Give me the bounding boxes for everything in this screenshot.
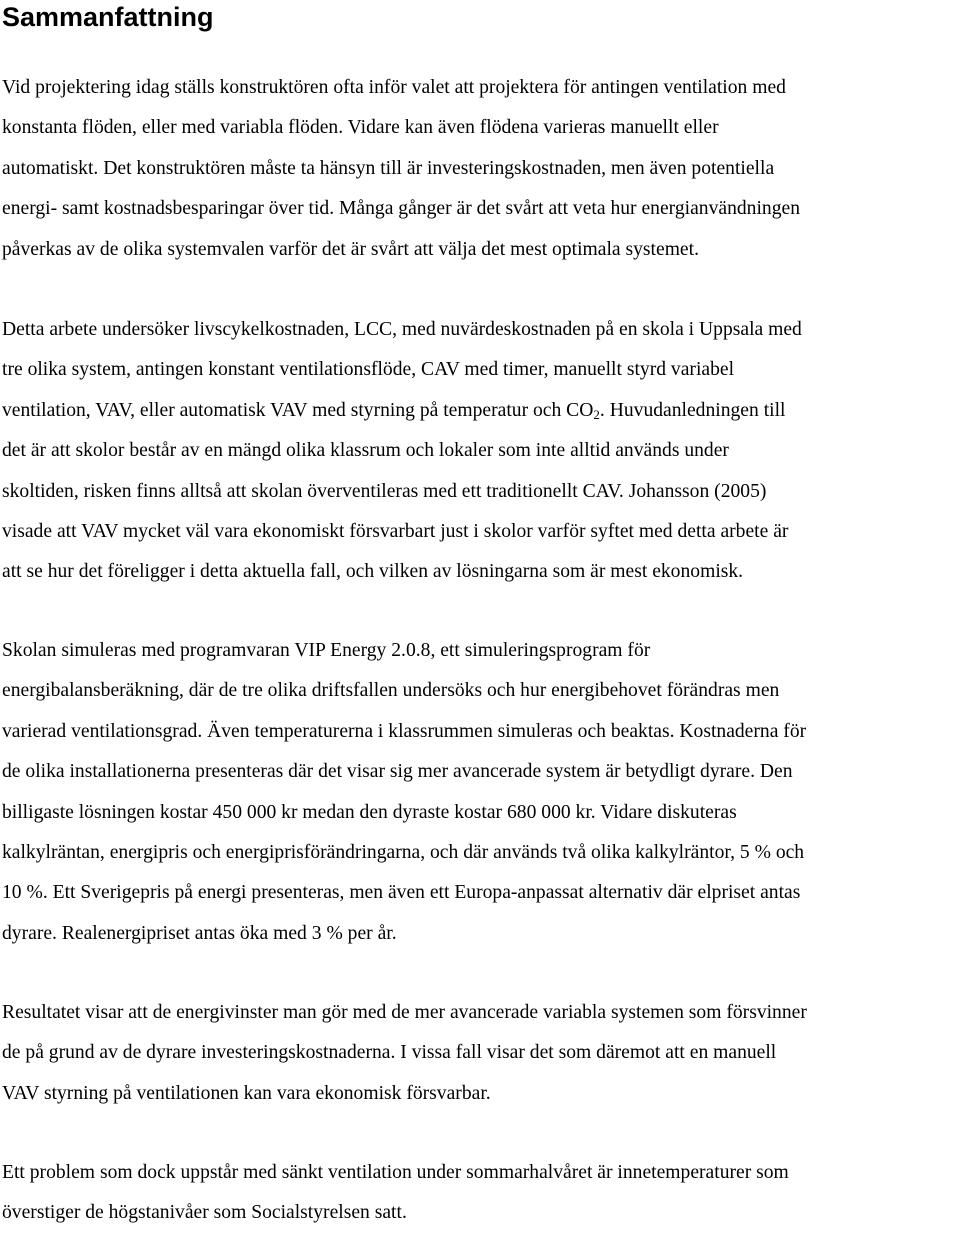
text-line: Skolan simuleras med programvaran VIP Energy 2.0.8, ett simuleringsprogram för: [2, 640, 651, 661]
text-fragment: . Huvudanledningen till: [599, 399, 786, 421]
text-line: Vid projektering idag ställs konstruktören ofta inför valet att projektera för antingen ventilation med: [2, 77, 786, 98]
section-heading: Sammanfattning: [2, 2, 214, 32]
text-line: kalkylräntan, energipris och energiprisförändringarna, och där används två olika kalkylräntor, 5 % och: [2, 841, 805, 863]
text-line: att se hur det föreligger i detta aktuella fall, och vilken av lösningarna som är mest ekonomisk.: [2, 561, 744, 583]
text-line: det är att skolor består av en mängd olika klassrum och lokaler som inte alltid används under: [2, 440, 729, 462]
text-line: energibalansberäkning, där de tre olika driftsfallen undersöks och hur energibehovet förändras men: [2, 680, 780, 702]
paragraph-results: [2, 993, 960, 1114]
text-line: energi- samt kostnadsbesparingar över tid. Många gånger är det svårt att veta hur energianvändningen: [2, 198, 800, 220]
text-line: VAV styrning på ventilationen kan vara ekonomisk försvarbar.: [2, 1082, 491, 1104]
text-line: visade att VAV mycket väl vara ekonomiskt försvarbart just i skolor varför syftet med detta arbete är: [2, 520, 789, 542]
text-line: påverkas av de olika systemvalen varför det är svårt att välja det mest optimala systemet.: [2, 238, 699, 260]
text-line: de på grund av de dyrare investeringskostnaderna. I vissa fall visar det som däremot att en manuell: [2, 1042, 777, 1064]
text-line: konstanta flöden, eller med variabla flöden. Vidare kan även flödena varieras manuellt eller: [2, 117, 719, 139]
text-line: tre olika system, antingen konstant ventilationsflöde, CAV med timer, manuellt styrd variabel: [2, 359, 735, 381]
co2-subscript: 2: [593, 406, 600, 422]
text-line: dyrare. Realenergipriset antas öka med 3 % per år.: [2, 922, 397, 944]
text-line: överstiger de högstanivåer som Socialstyrelsen satt.: [2, 1202, 407, 1224]
paragraph-method: [2, 310, 960, 593]
paragraph-intro: [2, 68, 960, 270]
text-line: Detta arbete undersöker livscykelkostnaden, LCC, med nuvärdeskostnaden på en skola i Uppsala med: [2, 319, 802, 340]
text-line: Resultatet visar att de energivinster man gör med de mer avancerade variabla systemen som försvinner: [2, 1002, 807, 1023]
text-line: automatiskt. Det konstruktören måste ta hänsyn till är investeringskostnaden, men även potentiella: [2, 157, 775, 179]
text-line-with-subscript: [2, 391, 960, 431]
text-line: Ett problem som dock uppstår med sänkt ventilation under sommarhalvåret är innetemperaturer som: [2, 1162, 789, 1183]
text-line: de olika installationerna presenteras där det visar sig mer avancerade system är betydligt dyrare. Den: [2, 761, 793, 783]
text-fragment: ventilation, VAV, eller automatisk VAV med styrning på temperatur och CO: [2, 399, 594, 421]
text-line: 10 %. Ett Sverigepris på energi presenteras, men även ett Europa-anpassat alternativ där elpriset antas: [2, 882, 801, 904]
text-line: varierad ventilationsgrad. Även temperaturerna i klassrummen simuleras och beaktas. Kostnaderna för: [2, 720, 807, 742]
text-line: skoltiden, risken finns alltså att skolan överventileras med ett traditionellt CAV. Johansson (2005): [2, 480, 767, 502]
paragraph-problem: [2, 1153, 960, 1234]
text-line: billigaste lösningen kostar 450 000 kr medan den dyraste kostar 680 000 kr. Vidare diskuteras: [2, 801, 737, 823]
paragraph-simulation: [2, 631, 960, 954]
